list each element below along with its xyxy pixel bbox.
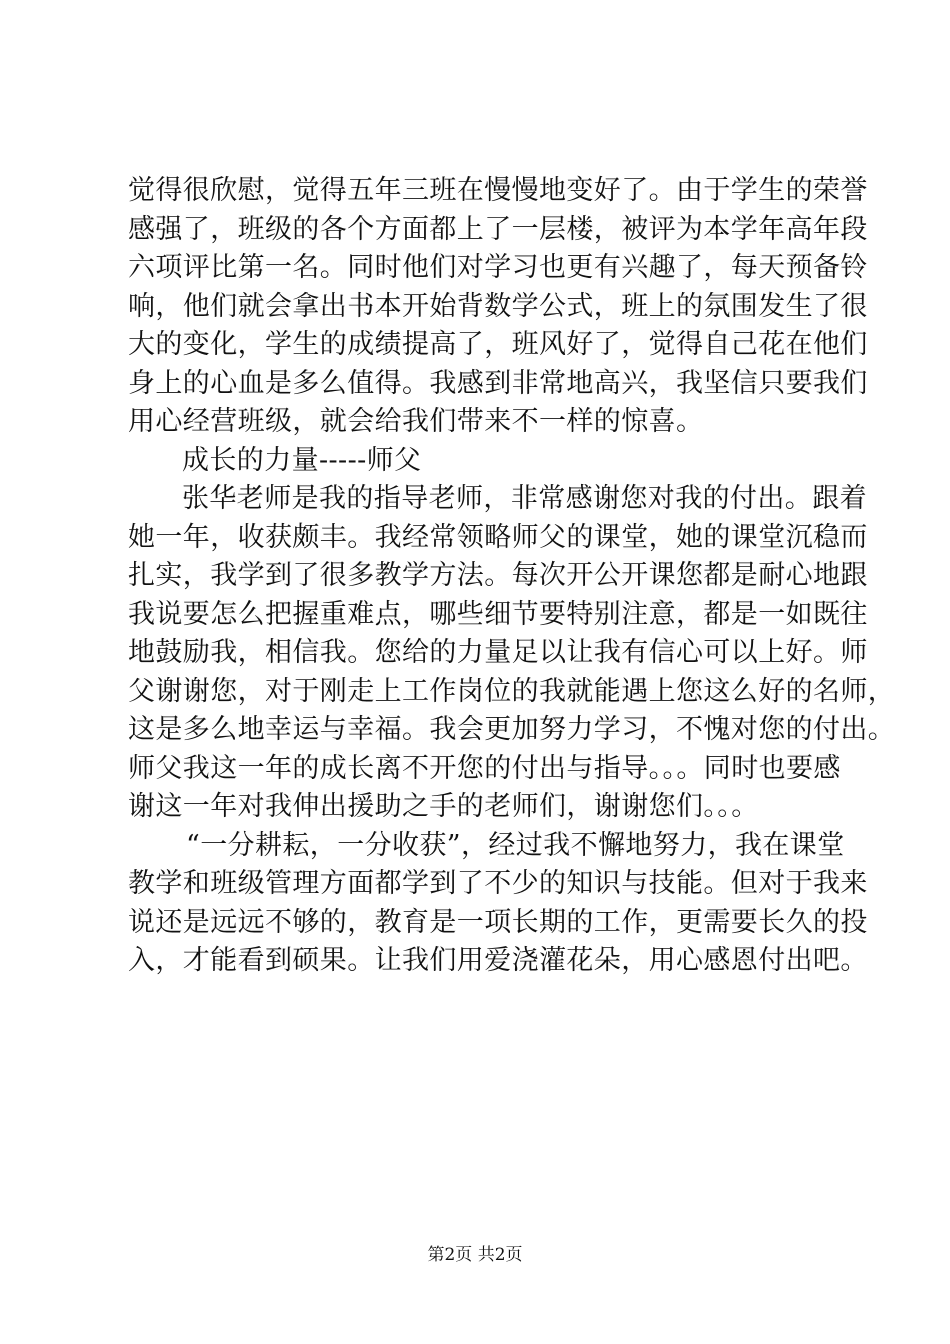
text-line: 她一年，收获颇丰。我经常领略师父的课堂，她的课堂沉稳而: [128, 521, 868, 553]
text-line: “一分耕耘，一分收获”，经过我不懈地努力，我在课堂: [186, 829, 845, 861]
text-line: 入，才能看到硕果。让我们用爱浇灌花朵，用心感恩付出吧。: [128, 945, 868, 976]
page-number-footer: 第2页 共2页: [427, 1245, 523, 1265]
text-line: 这是多么地幸运与幸福。我会更加努力学习，不愧对您的付出。: [128, 714, 896, 745]
text-line: 谢这一年对我伸出援助之手的老师们，谢谢您们。。。: [128, 791, 759, 822]
text-line: 父谢谢您，对于刚走上工作岗位的我就能遇上您这么好的名师，: [128, 675, 896, 707]
text-line: 响，他们就会拿出书本开始背数学公式，班上的氛围发生了很: [128, 290, 868, 322]
text-line: 六项评比第一名。同时他们对学习也更有兴趣了，每天预备铃: [128, 252, 868, 283]
document-body: [128, 172, 896, 981]
text-line: 师父我这一年的成长离不开您的付出与指导。。。同时也要感: [128, 752, 841, 784]
text-line: 说还是远远不够的，教育是一项长期的工作，更需要长久的投: [128, 906, 868, 938]
text-line: 张华老师是我的指导老师，非常感谢您对我的付出。跟着: [182, 483, 867, 514]
text-line: 地鼓励我，相信我。您给的力量足以让我有信心可以上好。师: [128, 637, 868, 668]
text-line: 用心经营班级，就会给我们带来不一样的惊喜。: [128, 406, 704, 437]
text-line: 我说要怎么把握重难点，哪些细节要特别注意，都是一如既往: [128, 598, 868, 630]
text-line: 教学和班级管理方面都学到了不少的知识与技能。但对于我来: [128, 868, 868, 899]
text-line: 身上的心血是多么值得。我感到非常地高兴，我坚信只要我们: [128, 367, 868, 399]
text-line: 感强了，班级的各个方面都上了一层楼，被评为本学年高年段: [128, 213, 868, 245]
text-line: 扎实，我学到了很多教学方法。每次开公开课您都是耐心地跟: [128, 560, 868, 591]
section-heading: 成长的力量-----师父: [182, 444, 422, 476]
text-line: 大的变化，学生的成绩提高了，班风好了，觉得自己花在他们: [128, 329, 868, 360]
text-line: 觉得很欣慰，觉得五年三班在慢慢地变好了。由于学生的荣誉: [128, 175, 868, 206]
